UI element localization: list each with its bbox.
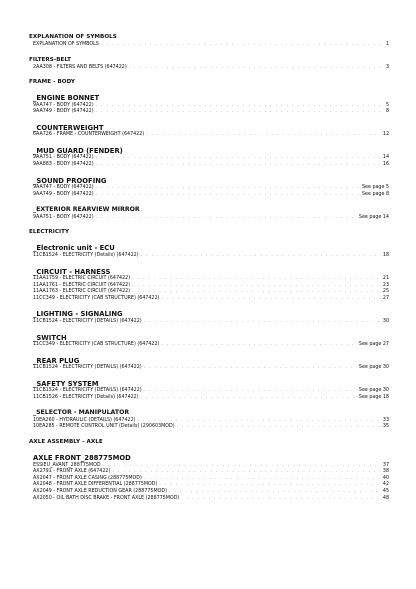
toc-group — [29, 124, 389, 139]
entry-label: 11AA1761 - ELECTRIC CIRCUIT (647422) — [33, 282, 131, 288]
leader-dots — [132, 283, 381, 290]
toc-section — [29, 229, 389, 431]
entry-label: 10EA285 - REMOTE CONTROL UNIT (Details) (290603MOD) — [33, 424, 175, 430]
page-number: 25 — [382, 289, 389, 295]
toc-entry[interactable] — [29, 388, 389, 395]
toc-entry[interactable] — [29, 192, 389, 199]
leader-dots — [112, 469, 381, 476]
page-number: 33 — [382, 417, 389, 423]
section-title: FRAME - BODY — [29, 79, 75, 86]
entry-label: AX2047 - FRONT AXLE CASING (288775MOD) — [33, 475, 142, 481]
page-number: See page 30 — [358, 365, 389, 371]
leader-dots — [141, 253, 381, 260]
group-title: _CIRCUIT - HARNESS — [33, 267, 111, 276]
entry-label: 11AA1763 - ELECTRIC CIRCUIT (647422) — [33, 289, 131, 295]
entry-label: AX2050 - OIL BATH DISC BRAKE - FRONT AXLE (288775MOD) — [33, 495, 180, 501]
group-title: _COUNTERWEIGHT — [33, 123, 104, 132]
page-number: See page 27 — [358, 342, 389, 347]
toc-entry[interactable] — [29, 496, 389, 503]
toc-group — [29, 147, 389, 169]
entry-label: EXPLANATION OF SYMBOLS — [33, 42, 99, 47]
group-title: _SELECTOR - MANIPULATOR — [33, 409, 130, 417]
toc-group — [29, 244, 389, 259]
leader-dots — [161, 296, 380, 303]
entry-label: 11CC349 - ELECTRICITY (CAB STRUCTURE) (647422) — [33, 295, 160, 301]
page-number: See page 18 — [358, 394, 389, 400]
leader-dots — [103, 463, 381, 470]
group-title: _REAR PLUG — [33, 356, 80, 365]
toc-entry[interactable] — [29, 424, 389, 431]
toc-entry[interactable] — [29, 65, 389, 72]
leader-dots — [129, 65, 384, 72]
table-of-contents — [29, 34, 389, 502]
entry-label: 10EA260 - HYDRAULIC (DETAILS) (647422) — [33, 417, 136, 423]
group-title: _ENGINE BONNET — [33, 94, 100, 103]
entry-label: ESSIEU_AVANT_288775MOD — [33, 462, 101, 468]
toc-entry[interactable] — [29, 489, 389, 496]
toc-group — [29, 177, 389, 199]
group-title: _LIGHTING - SIGNALING — [33, 310, 123, 319]
toc-group — [29, 268, 389, 303]
page-number: 30 — [382, 318, 389, 324]
entry-label: AX2048 - FRONT AXLE DIFFERENTIAL (288775MOD) — [33, 482, 158, 488]
page-number: 8 — [385, 109, 389, 115]
toc-group — [29, 310, 389, 325]
toc-entry[interactable] — [29, 109, 389, 116]
toc-entry[interactable] — [29, 296, 389, 303]
page-number: 16 — [382, 162, 389, 168]
toc-entry[interactable] — [29, 253, 389, 260]
page-number: 37 — [382, 462, 389, 468]
toc-section — [29, 439, 389, 502]
entry-label: 9AA749 - BODY (647422) — [33, 191, 94, 197]
leader-dots — [161, 342, 357, 349]
toc-group — [29, 94, 389, 116]
toc-group — [29, 334, 389, 349]
entry-label: 11CB1524 - ELECTRICITY (Details) (647422) — [33, 252, 139, 258]
group-title: _Electronic unit - ECU — [33, 244, 115, 253]
leader-dots — [144, 476, 381, 483]
toc-entry[interactable] — [29, 395, 389, 402]
leader-dots — [169, 489, 381, 496]
toc-section — [29, 34, 389, 49]
entry-label: 11AA1759 - ELECTRIC CIRCUIT (647422) — [33, 276, 131, 282]
page-number: 18 — [382, 252, 389, 258]
toc-entry[interactable] — [29, 319, 389, 326]
entry-label: 9AA749 - BODY (647422) — [33, 109, 94, 115]
page-number: See page 14 — [358, 214, 389, 220]
page-number: 14 — [382, 155, 389, 161]
entry-label: 11CB1524 - ELECTRICITY (DETAILS) (647422) — [33, 365, 142, 371]
group-title: _SAFETY SYSTEM — [33, 379, 99, 388]
toc-entry[interactable] — [29, 162, 389, 169]
leader-dots — [146, 132, 381, 139]
page-number: 21 — [382, 276, 389, 282]
leader-dots — [144, 319, 381, 326]
section-title: EXPLANATION OF SYMBOLS — [29, 34, 117, 40]
leader-dots — [132, 289, 381, 296]
leader-dots — [96, 192, 360, 199]
toc-entry[interactable] — [29, 276, 389, 283]
leader-dots — [181, 496, 381, 503]
page-number: 3 — [385, 64, 389, 70]
entry-label: AX2791 - FRONT AXLE (647422) — [33, 469, 111, 475]
page-number: 23 — [382, 282, 389, 288]
leader-dots — [144, 365, 357, 372]
toc-group — [29, 380, 389, 402]
leader-dots — [96, 185, 360, 192]
page-number: 12 — [382, 132, 389, 138]
leader-dots — [101, 42, 384, 49]
leader-dots — [177, 424, 381, 431]
toc-entry[interactable] — [29, 469, 389, 476]
page-number: See page 8 — [361, 191, 389, 197]
page-number: 40 — [382, 475, 389, 481]
entry-label: AX2049 - FRONT AXLE REDUCTION GEAR (288775MOD) — [33, 488, 167, 494]
toc-entry[interactable] — [29, 482, 389, 489]
entry-label: 9AA747 - BODY (647422) — [33, 185, 94, 191]
entry-label: 9AA747 - BODY (647422) — [33, 102, 94, 108]
leader-dots — [96, 215, 357, 222]
toc-group — [29, 454, 389, 502]
entry-label: 11CC349 - ELECTRICITY (CAB STRUCTURE) (647422) — [33, 342, 160, 347]
toc-section — [29, 57, 389, 72]
entry-label: 9AA751 - BODY (647422) — [33, 214, 94, 220]
group-title: _MUD GUARD (FENDER) — [33, 146, 123, 155]
leader-dots — [144, 388, 357, 395]
group-title: AXLE FRONT_288775MOD — [33, 454, 131, 463]
page-number: 38 — [382, 469, 389, 475]
toc-entry[interactable] — [29, 215, 389, 222]
leader-dots — [96, 155, 381, 162]
page-number: 42 — [382, 482, 389, 488]
page-number: See page 30 — [358, 388, 389, 394]
group-title: _EXTERIOR REARVIEW MIRROR — [33, 206, 140, 214]
page-number: 27 — [382, 295, 389, 301]
entry-label: 11CB1526 - ELECTRICITY (Details) (647422) — [33, 394, 139, 400]
toc-group — [29, 206, 389, 221]
leader-dots — [96, 109, 384, 116]
entry-label: 2AA308 - FILTERS AND BELTS (647422) — [33, 64, 127, 70]
leader-dots — [96, 103, 384, 110]
toc-group — [29, 409, 389, 431]
page-number: 1 — [385, 42, 389, 47]
toc-entry[interactable] — [29, 342, 389, 349]
group-title: _SWITCH — [33, 333, 67, 342]
toc-entry[interactable] — [29, 132, 389, 139]
leader-dots — [96, 162, 381, 169]
toc-group — [29, 357, 389, 372]
toc-entry[interactable] — [29, 185, 389, 192]
toc-entry[interactable] — [29, 365, 389, 372]
page-number: 35 — [382, 424, 389, 430]
leader-dots — [132, 276, 381, 283]
entry-label: 9AA751 - BODY (647422) — [33, 155, 94, 161]
section-title: FILTERS-BELT — [29, 56, 71, 63]
toc-entry[interactable] — [29, 289, 389, 296]
section-title: ELECTRICITY — [29, 229, 70, 236]
page-number: 45 — [382, 488, 389, 494]
page-number: 5 — [385, 102, 389, 108]
toc-entry[interactable] — [29, 42, 389, 49]
leader-dots — [141, 395, 357, 402]
leader-dots — [159, 482, 381, 489]
toc-section — [29, 79, 389, 221]
page-number: See page 5 — [361, 185, 389, 191]
group-title: _SOUND PROOFING — [33, 176, 107, 185]
entry-label: 9AA883 - BODY (647422) — [33, 162, 94, 168]
entry-label: 6AA726 - FRAME - COUNTERWEIGHT (647422) — [33, 132, 145, 138]
entry-label: 11CB1524 - ELECTRICITY (DETAILS) (647422) — [33, 388, 142, 394]
page-number: 48 — [382, 495, 389, 501]
entry-label: 11CB1524 - ELECTRICITY (DETAILS) (647422) — [33, 318, 142, 324]
section-title: AXLE ASSEMBLY - AXLE — [29, 439, 103, 446]
